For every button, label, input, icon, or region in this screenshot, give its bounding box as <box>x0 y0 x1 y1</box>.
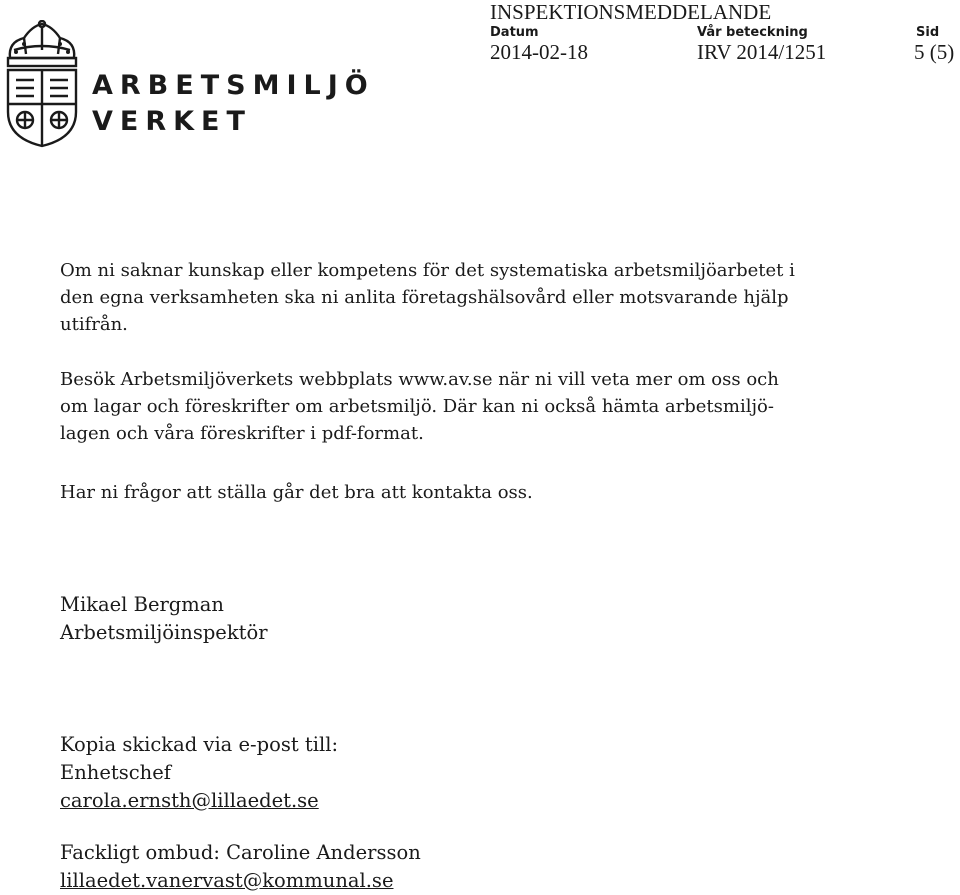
brand-name-line-2: VERKET <box>92 106 252 137</box>
signer-name: Mikael Bergman <box>60 593 224 616</box>
paragraph-line: Besök Arbetsmiljöverkets webbplats www.av.se när ni vill veta mer om oss och <box>60 369 779 390</box>
date-label: Datum <box>490 25 539 40</box>
recipient-role: Enhetschef <box>60 761 171 784</box>
paragraph-competence <box>60 257 940 338</box>
date-value: 2014-02-18 <box>490 40 588 64</box>
signer-title: Arbetsmiljöinspektör <box>60 621 268 644</box>
recipient-email-link[interactable]: carola.ernsth@lillaedet.se <box>60 789 319 812</box>
page-label: Sid <box>916 25 940 40</box>
brand-name-line-1: ARBETSMILJÖ <box>92 70 375 101</box>
arbetsmiljoverket-crest-logo <box>2 20 82 148</box>
page-value: 5 (5) <box>914 40 955 64</box>
paragraph-website <box>60 366 940 447</box>
signature-block <box>60 591 940 647</box>
reference-value: IRV 2014/1251 <box>697 40 827 64</box>
reference-label: Vår beteckning <box>697 25 808 40</box>
paragraph-line: Har ni frågor att ställa går det bra att kontakta oss. <box>60 482 533 503</box>
paragraph-line: om lagar och föreskrifter om arbetsmiljö. Där kan ni också hämta arbetsmiljö- <box>60 396 774 417</box>
copy-recipients <box>60 731 940 895</box>
paragraph-line: Om ni saknar kunskap eller kompetens för det systematiska arbetsmiljöarbetet i <box>60 260 795 281</box>
recipient-email-link[interactable]: lillaedet.vanervast@kommunal.se <box>60 869 394 892</box>
paragraph-contact <box>60 479 940 506</box>
paragraph-line: lagen och våra föreskrifter i pdf-format. <box>60 423 424 444</box>
copy-heading: Kopia skickad via e-post till: <box>60 733 339 756</box>
recipient-role: Fackligt ombud: Caroline Andersson <box>60 841 421 864</box>
document-type: INSPEKTIONSMEDDELANDE <box>490 0 772 24</box>
paragraph-line: den egna verksamheten ska ni anlita företagshälsovård eller motsvarande hjälp <box>60 287 789 308</box>
paragraph-line: utifrån. <box>60 314 128 335</box>
